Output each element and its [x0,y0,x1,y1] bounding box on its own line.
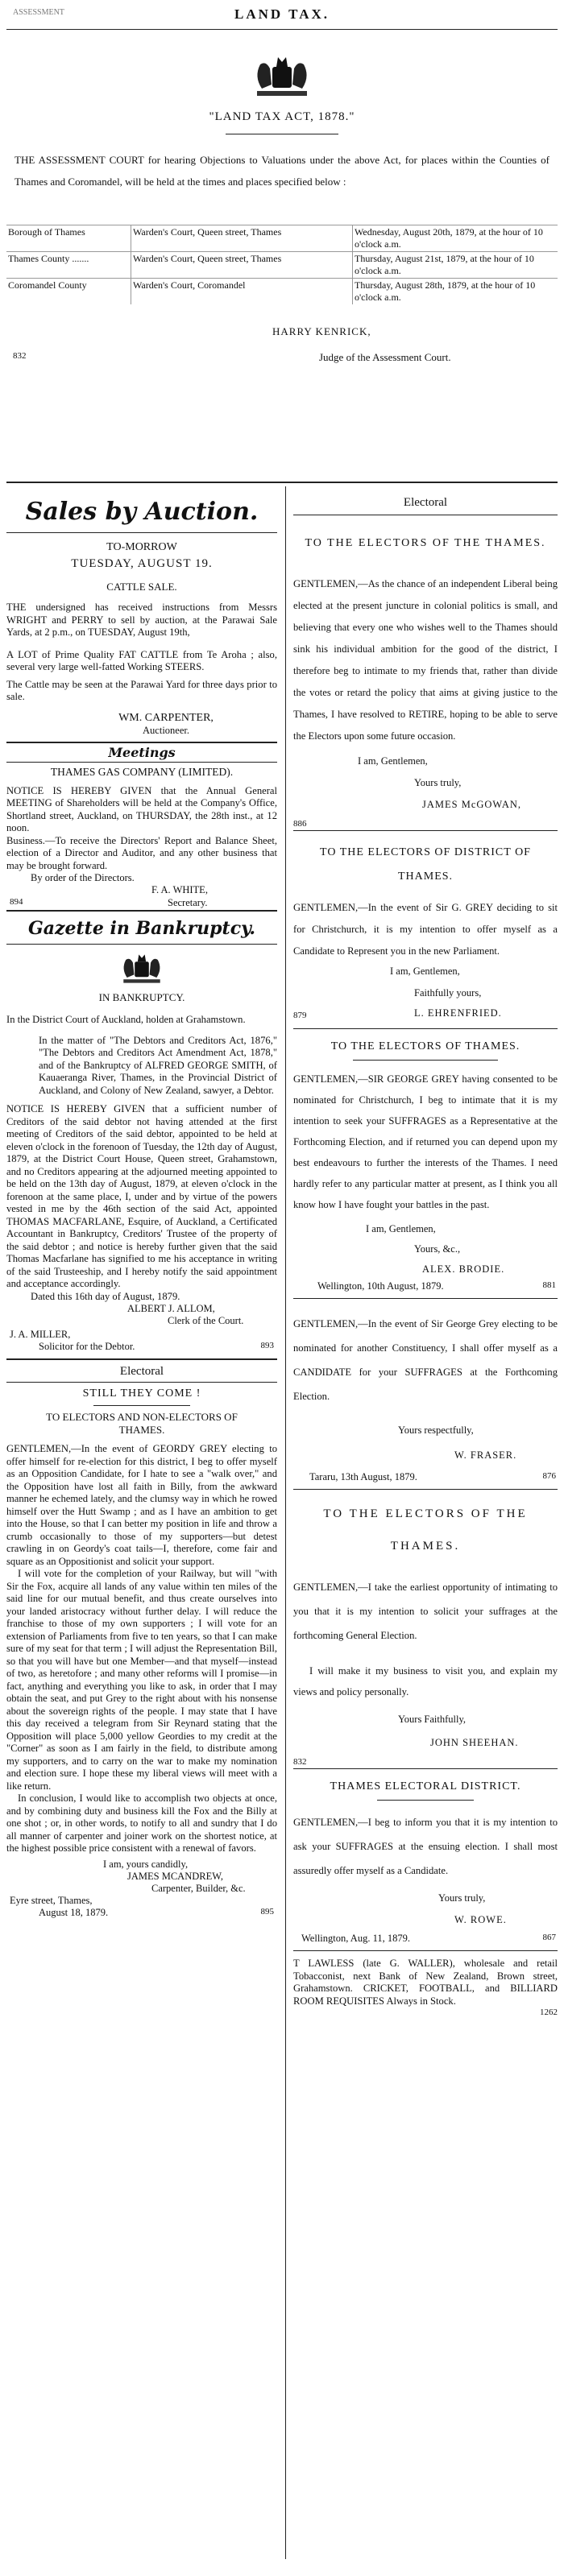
mcgowan-name: JAMES McGOWAN, [422,799,522,810]
auctioneer-title: Auctioneer. [143,724,189,736]
fraser-name: W. FRASER. [454,1449,517,1461]
gas-secretary-title: Secretary. [168,897,208,908]
bankruptcy-number: 893 [260,1341,274,1350]
sheehan-number: 832 [293,1757,307,1767]
mcgowan-number: 886 [293,819,307,829]
brodie-closing-1: I am, Gentlemen, [366,1223,436,1234]
brodie-number: 881 [542,1280,556,1290]
sheehan-heading: TO THE ELECTORS OF THE THAMES. [323,1507,528,1553]
royal-coat-of-arms-icon [114,951,170,986]
schedule-row [6,279,558,305]
bankruptcy-dated: Dated this 16th day of August, 1879. [31,1290,180,1302]
brodie-heading: TO THE ELECTORS OF THAMES. [330,1040,520,1052]
schedule-place: Borough of Thames [6,225,131,252]
solicitor-title: Solicitor for the Debtor. [39,1341,135,1352]
still-they-come: STILL THEY COME ! [82,1387,201,1400]
schedule-row [6,225,558,252]
mcandrew-name: JAMES MCANDREW, [127,1870,224,1882]
notice-number: 832 [13,351,27,361]
gas-number: 894 [10,897,23,907]
mcgowan-closing-1: I am, Gentlemen, [358,755,428,767]
fraser-date: Tararu, 13th August, 1879. [309,1471,417,1482]
mcgowan-heading: TO THE ELECTORS OF THE THAMES. [305,537,546,549]
auctioneer-name: WM. CARPENTER, [118,711,214,724]
gazette-heading: Gazette in Bankruptcy. [27,918,256,939]
act-title: "LAND TAX ACT, 1878." [209,110,355,123]
cattle-viewing: The Cattle may be seen at the Parawai Yard for three days prior to sale. [6,678,277,702]
schedule-place: Coromandel County [6,279,131,305]
rowe-heading: THAMES ELECTORAL DISTRICT. [330,1780,521,1792]
cattle-lot: A LOT of Prime Quality FAT CATTLE from Te Aroha ; also, several very large well-fatted Working STEERS. [6,648,277,672]
rowe-number: 867 [542,1933,556,1942]
judge-name: HARRY KENRICK, [272,325,371,337]
rowe-name: W. ROWE. [454,1914,507,1925]
ehrenfried-closing-2: Faithfully yours, [414,987,482,999]
gas-notice: NOTICE IS HEREBY GIVEN that the Annual General MEETING of Shareholders will be held at the Company's Office, Shortland street, Auckland, on THURSDAY, the 28th inst., at 12 noon. [6,784,277,833]
ehrenfried-name: L. EHRENFRIED. [414,1007,502,1019]
rowe-body: GENTLEMEN,—I beg to inform you that it is my intention to ask your SUFFRAGES at the ensuing election. I shall most assuredly offer myself as a Candidate. [293,1817,558,1876]
royal-coat-of-arms-icon [246,52,318,101]
rowe-date: Wellington, Aug. 11, 1879. [301,1933,410,1944]
schedule-date: Wednesday, August 20th, 1879, at the hour of 10 o'clock a.m. [353,225,558,252]
assessment-notice: THE ASSESSMENT COURT for hearing Objections to Valuations under the above Act, for places within the Counties of Thames and Coromandel, will be held at the times and places specified below : [15,154,549,188]
schedule-court: Warden's Court, Queen street, Thames [131,225,353,252]
sales-by-auction-heading: Sales by Auction. [25,498,259,526]
brodie-body: GENTLEMEN,—SIR GEORGE GREY having consented to be nominated for Christchurch, I beg to intimate that it is my intention to seek your SUFFRAGES as a Representative at the Forthcoming Election, and if returned you can depend upon my best endeavours to further the interests of the Thames. I need hardly refer to any particular matter at present, as I think you all know how I have fought your battles in the past. [293,1073,558,1210]
brodie-name: ALEX. BRODIE. [422,1263,505,1275]
meetings-heading: Meetings [108,744,176,760]
gas-order: By order of the Directors. [31,872,135,883]
land-tax-notice [6,6,558,488]
sheehan-name: JOHN SHEEHAN. [430,1737,519,1748]
clerk-title: Clerk of the Court. [168,1315,244,1326]
sale-date: TUESDAY, AUGUST 19. [71,557,213,570]
right-column [293,490,558,2017]
gas-business: Business.—To receive the Directors' Report and Balance Sheet, election of a Director and Auditor, and any other business that may be brought forward. [6,834,277,871]
mcandrew-heading: TO ELECTORS AND NON-ELECTORS OF THAMES. [46,1411,238,1436]
district-court: In the District Court of Auckland, holden at Grahamstown. [6,1014,246,1025]
fraser-closing: Yours respectfully, [398,1424,474,1436]
lawless-advert: T LAWLESS (late G. WALLER), wholesale and retail Tobacconist, next Bank of New Zealand, Brown street, Grahamstown. CRICKET, FOOTBALL, and BILLIARD ROOM REQUISITES Always in Stock. [293,1958,558,2007]
mcandrew-date: August 18, 1879. [39,1906,109,1918]
ehrenfried-body: GENTLEMEN,—In the event of Sir G. GREY deciding to sit for Christchurch, it is my intention to offer myself as a Candidate to Represent you in the new Parliament. [293,902,558,957]
bankruptcy-notice: NOTICE IS HEREBY GIVEN that a sufficient number of Creditors of the said debtor not having attended at the first meeting of Creditors of the said debtor, appointed to be held at eleven o'clock in the forenoon of Tuesday, the 12th day of August, 1879, at the District Court House, Queen street, Grahamstown, and no Creditors appearing at the adjourned meeting appointed to be held on the 13th day of August, 1879, at eleven o'clock in the forenoon at the same place, I, under and by virtue of the powers vested in me by the 46th section of the said Act, appointed THOMAS MACFARLANE, Esquire, of Auckland, a Certificated Accountant in Bankruptcy, Creditors' Trustee of the property of the said debtor ; and notice is hereby further given that the said Thomas Macfarlane has signified to me his acceptance in writing of the said Trusteeship, and I hereby notify the said appointment and acceptance accordingly. [6,1103,277,1289]
mcandrew-number: 895 [260,1906,274,1916]
lawless-number: 1262 [540,2007,558,2017]
mcandrew-closing: I am, yours candidly, [103,1858,189,1870]
clerk-name: ALBERT J. ALLOM, [127,1303,215,1314]
schedule-date: Thursday, August 28th, 1879, at the hour of 10 o'clock a.m. [353,279,558,305]
schedule-table [6,225,558,304]
ehrenfried-heading: TO THE ELECTORS OF DISTRICT OF THAMES. [320,846,531,883]
mcandrew-title: Carpenter, Builder, &c. [151,1882,246,1894]
newspaper-page [6,6,558,2563]
mcandrew-body-3: In conclusion, I would like to accomplish two objects at once, and by combining duty and business kill the Fox and the Billy at one shot ; or, in other words, to notify to all and sundry that I do all manner of carpenter and joiner work on the shortest notice, at the highest possible price consistent with a renewal of favors. [6,1792,277,1854]
schedule-date: Thursday, August 21st, 1879, at the hour of 10 o'clock a.m. [353,252,558,279]
cattle-sale-title: CATTLE SALE. [106,581,177,593]
mcandrew-address: Eyre street, Thames, [10,1894,93,1906]
schedule-court: Warden's Court, Queen street, Thames [131,252,353,279]
in-bankruptcy: IN BANKRUPTCY. [98,991,185,1003]
clipped-text: ASSESSMENT [13,8,64,17]
schedule-place: Thames County ....... [6,252,131,279]
sheehan-body-2: I will make it my business to visit you, and explain my views and policy personally. [293,1665,558,1697]
brodie-date: Wellington, 10th August, 1879. [317,1280,444,1292]
sheehan-closing: Yours Faithfully, [398,1714,467,1725]
mcandrew-body-2: I will vote for the completion of your Railway, but will "with Sir the Fox, acquire all lands of any value within ten miles of the said line for our mutual benefit, and thus create ourselves into your landed aristocracy without further delay. I will reduce the franchise to those of my own supporters ; I will vote for an extension of Parliaments from five to ten years, so that I can make sure of my seat for that term ; I will adjust the Representation Bill, so that you will have but one Member—and that myself—instead of two, as heretofore ; and many other reforms will I promise—in fact, anything and everything you like to ask, in order that I may obtain the seat, and put Grey to the right about with his nonsense about the sovereign rights of the people. I may state that I have this day received a telegram from Sir Reynard stating that the Opposition will place 5,000 yellow Geordies to my credit at the "Corner" as soon as I am fairly in the field, to distribute among my supporters, and to carry on the war to make my nomination and election sure. I hope these my liberal views will meet with a like return. [6,1568,277,1792]
fraser-number: 876 [542,1471,556,1481]
mcgowan-closing-2: Yours truly, [414,777,462,788]
tomorrow: TO-MORROW [106,541,177,553]
fraser-body: GENTLEMEN,—In the event of Sir George Grey electing to be nominated for another Constituency, I shall offer myself as a CANDIDATE for your SUFFRAGES at the Forthcoming Election. [293,1318,558,1402]
ehrenfried-closing-1: I am, Gentlemen, [390,965,460,977]
bankruptcy-matter: In the matter of "The Debtors and Creditors Act, 1876," "The Debtors and Creditors Act Amendment Act, 1878," and of the Bankruptcy of ALFRED GEORGE SMITH, of Kauaeranga River, Thames, in the Provincial District of Auckland, and Colony of New Zealand, sawyer, a Debtor. [39,1034,277,1096]
mcandrew-body: GENTLEMEN,—In the event of GEORDY GREY electing to offer himself for re-election for this district, I beg to offer myself as an Opposition Candidate, for I hate to see a "walk over," and the Opposition have lost all faith in Billy, from the awkward manner he echemed lately, and the clumsy way in which he rowed himself over the Hutt Swamp ; and as I have an ambition to get into the House, so that I can better my position in life and throw a crumb occasionally to those of my supporters—but detest crawling in on Geordy's coat tails—I, therefore, come fair and square as an Oppositionist and solicit your support. [6,1443,277,1567]
judge-title: Judge of the Assessment Court. [319,351,451,363]
left-column [6,490,277,1921]
gas-company-title: THAMES GAS COMPANY (LIMITED). [50,765,234,778]
cattle-body: THE undersigned has received instructions from Messrs WRIGHT and PERRY to sell by auction, at the Parawai Sale Yards, at 2 p.m., on TUESDAY, August 19th, [6,602,277,638]
brodie-closing-2: Yours, &c., [414,1243,461,1255]
gas-secretary: F. A. WHITE, [151,884,208,895]
electoral-heading: Electoral [403,496,448,509]
schedule-court: Warden's Court, Coromandel [131,279,353,305]
schedule-row [6,252,558,279]
ehrenfried-number: 879 [293,1011,307,1020]
mcgowan-body: GENTLEMEN,—As the chance of an independent Liberal being elected at the present juncture in colonial politics is small, and believing that every one who wishes well to the Thames should sink his individual ambition for the good of the district, I therefore beg to intimate to my friends that, rather than divide the votes or retard the policy that aims at giving justice to the Thames, I have resolved to RETIRE, hoping to be able to serve the Electors upon some future occasion. [293,578,558,742]
sheehan-body: GENTLEMEN,—I take the earliest opportunity of intimating to you that it is my intention to solicit your suffrages at the forthcoming General Election. [293,1582,558,1641]
rowe-closing: Yours truly, [438,1892,486,1904]
solicitor-name: J. A. MILLER, [10,1329,71,1340]
electoral-heading: Electoral [119,1365,164,1378]
land-tax-heading: LAND TAX. [234,6,330,22]
